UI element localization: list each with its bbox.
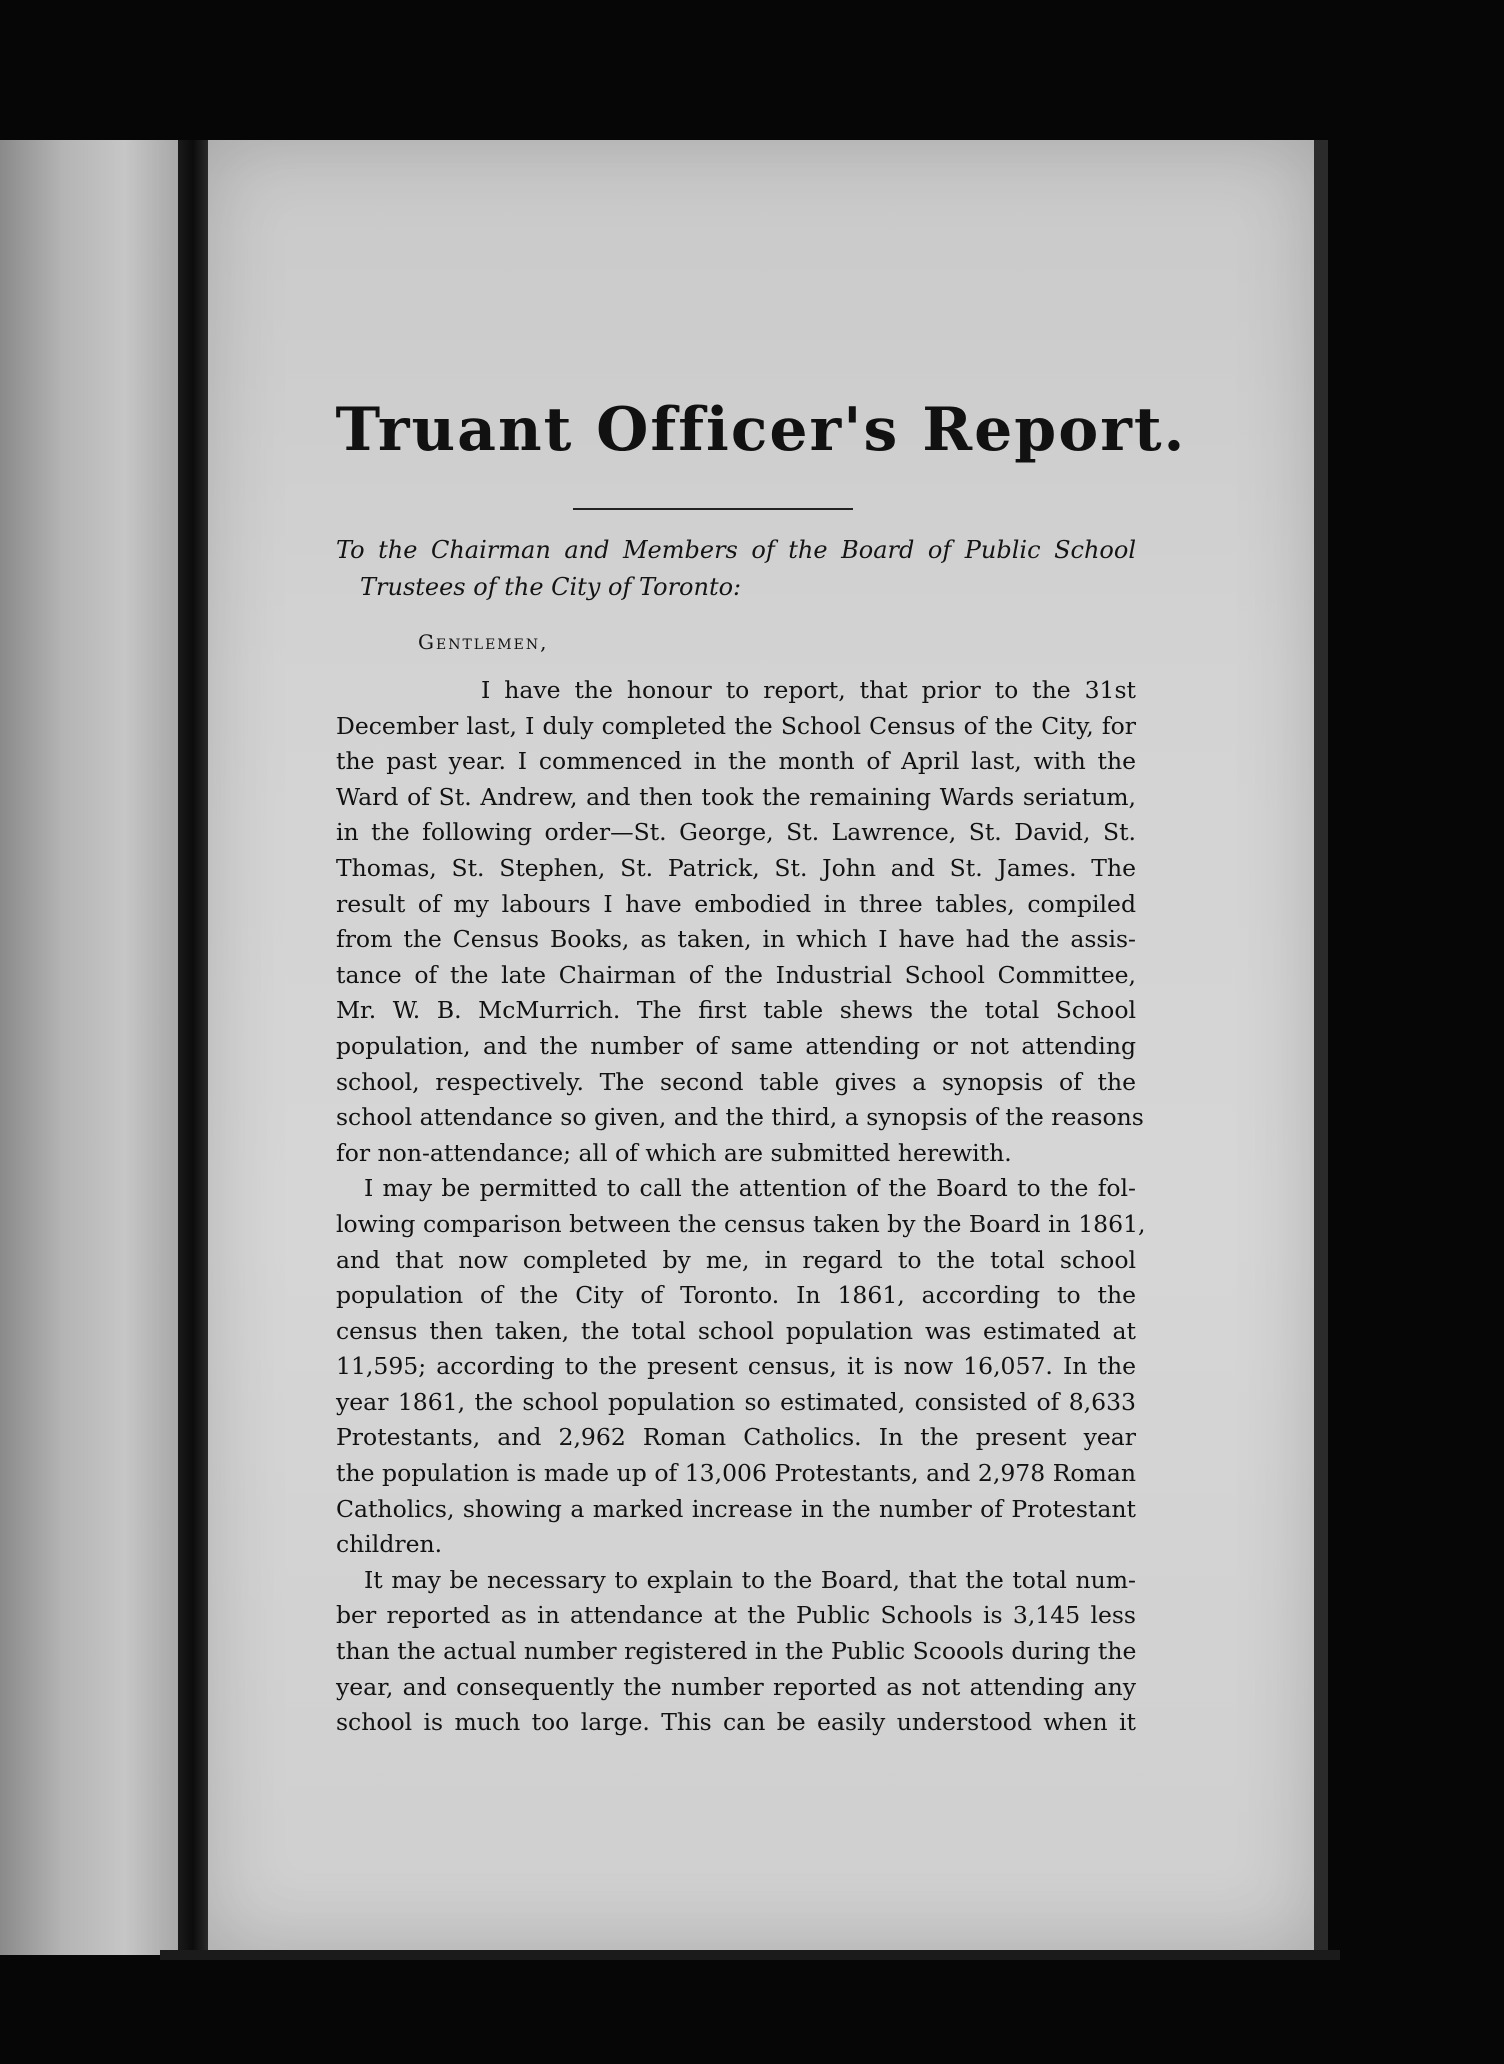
body-text-line: year, and consequently the number reported as not attending any xyxy=(336,1672,1136,1701)
body-text-line: lowing comparison between the census taken by the Board in 1861, xyxy=(336,1209,1146,1238)
body-text-line: tance of the late Chairman of the Industrial School Committee, xyxy=(336,960,1136,989)
body-text-line: ber reported as in attendance at the Public Schools is 3,145 less xyxy=(336,1601,1136,1630)
body-text-line: census then taken, the total school population was estimated at xyxy=(336,1316,1136,1345)
body-text-line: the past year. I commenced in the month of April last, with the xyxy=(336,747,1136,776)
body-text-line: for non-attendance; all of which are submitted herewith. xyxy=(336,1138,1012,1167)
salutation-line: Trustees of the City of Toronto: xyxy=(360,573,742,601)
salutation-line: To the Chairman and Members of the Board of Public School xyxy=(336,536,1136,564)
salutation xyxy=(336,532,1136,606)
body-text-line: than the actual number registered in the Public Scoools during the xyxy=(336,1637,1137,1666)
body-text-line: school is much too large. This can be easily understood when it xyxy=(336,1708,1136,1737)
left-facing-page xyxy=(0,140,178,1955)
body-text-line: the population is made up of 13,006 Protestants, and 2,978 Roman xyxy=(336,1459,1136,1488)
body-text-line: and that now completed by me, in regard to the total school xyxy=(336,1245,1136,1274)
body-text-line: 11,595; according to the present census, it is now 16,057. In the xyxy=(336,1352,1136,1381)
report-title: Truant Officer's Report. xyxy=(335,395,1187,465)
body-text-line: from the Census Books, as taken, in which I have had the assis- xyxy=(336,925,1136,954)
body-text-line: population, and the number of same attending or not attending xyxy=(336,1031,1136,1060)
body-text-line: I have the honour to report, that prior to the 31st xyxy=(481,676,1136,704)
report-page xyxy=(208,140,1328,1950)
body-text-line: year 1861, the school population so estimated, consisted of 8,633 xyxy=(336,1387,1136,1416)
body-text-line: result of my labours I have embodied in three tables, compiled xyxy=(336,889,1136,918)
body-text-line: children. xyxy=(336,1530,443,1559)
body-text-line: It may be necessary to explain to the Board, that the total num- xyxy=(364,1565,1136,1594)
body-text-line: Catholics, showing a marked increase in the number of Protestant xyxy=(336,1494,1136,1523)
body-text-line: Thomas, St. Stephen, St. Patrick, St. John and St. James. The xyxy=(336,853,1136,882)
body-text-line: school, respectively. The second table gives a synopsis of the xyxy=(336,1067,1136,1096)
body-text-line: I may be permitted to call the attention of the Board to the fol- xyxy=(364,1174,1136,1203)
report-body xyxy=(336,673,1146,1741)
body-text-line: population of the City of Toronto. In 1861, according to the xyxy=(336,1281,1136,1310)
body-text-line: Mr. W. B. McMurrich. The first table shews the total School xyxy=(336,996,1136,1025)
page-bottom-edge xyxy=(160,1950,1340,1960)
body-text-line: Protestants, and 2,962 Roman Catholics. In the present year xyxy=(336,1423,1136,1452)
book-gutter xyxy=(178,140,208,1955)
body-text-line: school attendance so given, and the third, a synopsis of the reasons xyxy=(336,1103,1144,1132)
title-divider xyxy=(573,508,853,510)
greeting: Gentlemen, xyxy=(418,630,549,654)
body-text-line: Ward of St. Andrew, and then took the remaining Wards seriatum, xyxy=(336,782,1136,811)
body-text-line: December last, I duly completed the School Census of the City, for xyxy=(336,711,1136,740)
body-text-line: in the following order—St. George, St. Lawrence, St. David, St. xyxy=(336,818,1136,847)
